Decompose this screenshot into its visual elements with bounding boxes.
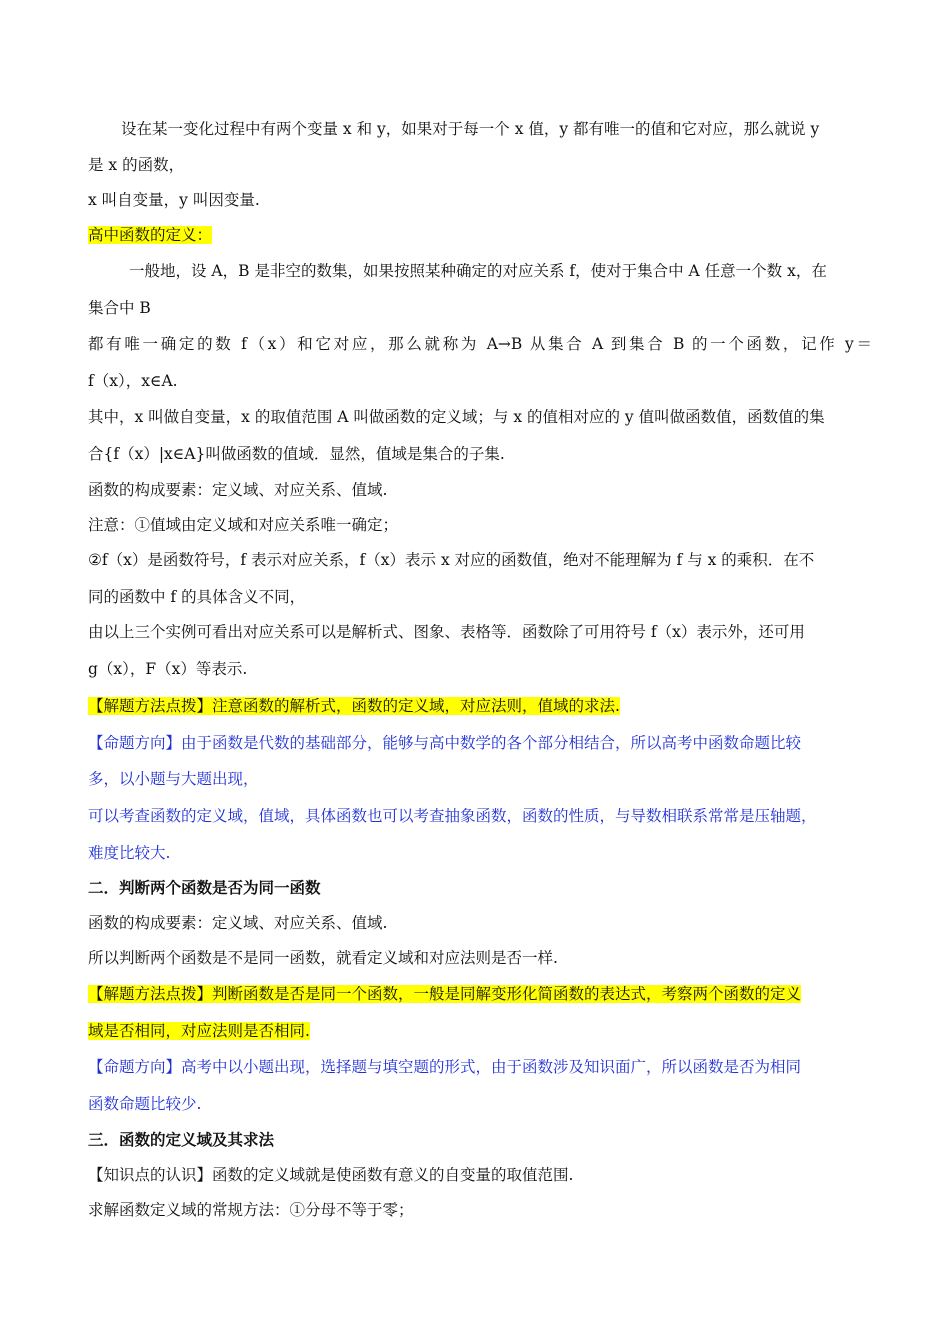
method-tip-2-line1: [88, 983, 872, 1005]
highschool-definition-line3: 都有唯一确定的数 f（x）和它对应，那么就称为 A→B 从集合 A 到集合 B 的一个函数，记作 y＝: [88, 335, 872, 353]
paragraph-function-definition-line1: 设在某一变化过程中有两个变量 x 和 y，如果对于每一个 x 值，y 都有唯一的值和它对应，那么就说 y: [121, 120, 820, 138]
direction-1-line1: 【命题方向】由于函数是代数的基础部分，能够与高中数学的各个部分相结合，所以高考中函数命题比较: [88, 734, 802, 752]
section-3-knowledge: 【知识点的认识】函数的定义域就是使函数有意义的自变量的取值范围.: [88, 1166, 574, 1184]
summary-line2: g（x），F（x）等表示.: [88, 660, 248, 678]
section-3-methods: 求解函数定义域的常规方法：①分母不等于零；: [88, 1201, 414, 1219]
domain-range-line2: 合{f（x）|x∈A}叫做函数的值域．显然，值域是集合的子集.: [88, 445, 505, 463]
highschool-definition-title: [88, 224, 872, 246]
summary-line1: 由以上三个实例可看出对应关系可以是解析式、图象、表格等．函数除了可用符号 f（x）表示外，还可用: [88, 623, 805, 641]
paragraph-function-definition-line2: 是 x 的函数，: [88, 156, 185, 174]
direction-2-line2: 函数命题比较少.: [88, 1095, 202, 1113]
direction-1-line2: 多，以小题与大题出现，: [88, 770, 259, 788]
section-3-heading: 三．函数的定义域及其求法: [88, 1130, 275, 1149]
method-tip-2-line2-text: 域是否相同，对应法则是否相同.: [88, 1022, 310, 1040]
paragraph-variables: x 叫自变量，y 叫因变量.: [88, 191, 260, 209]
note-2-line1: ②f（x）是函数符号，f 表示对应关系，f（x）表示 x 对应的函数值，绝对不能理解为 f 与 x 的乘积．在不: [88, 551, 815, 569]
note-1: 注意：①值域由定义域和对应关系唯一确定；: [88, 516, 399, 534]
section-2-line2: 所以判断两个函数是不是同一函数，就看定义域和对应法则是否一样.: [88, 949, 558, 967]
highschool-definition-line4: f（x），x∈A.: [88, 372, 178, 390]
function-elements: 函数的构成要素：定义域、对应关系、值域.: [88, 481, 388, 499]
direction-1-line4: 难度比较大.: [88, 844, 171, 862]
highschool-definition-line2: 集合中 B: [88, 299, 151, 317]
section-2-heading: 二．判断两个函数是否为同一函数: [88, 878, 321, 897]
highschool-definition-title-text: 高中函数的定义：: [88, 226, 213, 244]
section-2-line1: 函数的构成要素：定义域、对应关系、值域.: [88, 914, 388, 932]
method-tip-2-line2: [88, 1020, 872, 1042]
note-2-line2: 同的函数中 f 的具体含义不同，: [88, 588, 306, 606]
domain-range-line1: 其中，x 叫做自变量，x 的取值范围 A 叫做函数的定义域；与 x 的值相对应的 y 值叫做函数值，函数值的集: [88, 408, 825, 426]
method-tip-1: [88, 695, 872, 717]
direction-1-line3: 可以考查函数的定义域，值域，具体函数也可以考查抽象函数，函数的性质，与导数相联系常常是压轴题，: [88, 807, 817, 825]
method-tip-1-text: 【解题方法点拨】注意函数的解析式，函数的定义域，对应法则，值域的求法.: [88, 697, 620, 715]
method-tip-2-line1-text: 【解题方法点拨】判断函数是否是同一个函数，一般是同解变形化简函数的表达式，考察两个函数的定义: [88, 985, 802, 1003]
highschool-definition-line1: 一般地，设 A，B 是非空的数集，如果按照某种确定的对应关系 f，使对于集合中 A 任意一个数 x，在: [129, 262, 827, 280]
direction-2-line1: 【命题方向】高考中以小题出现，选择题与填空题的形式，由于函数涉及知识面广，所以函数是否为相同: [88, 1058, 802, 1076]
